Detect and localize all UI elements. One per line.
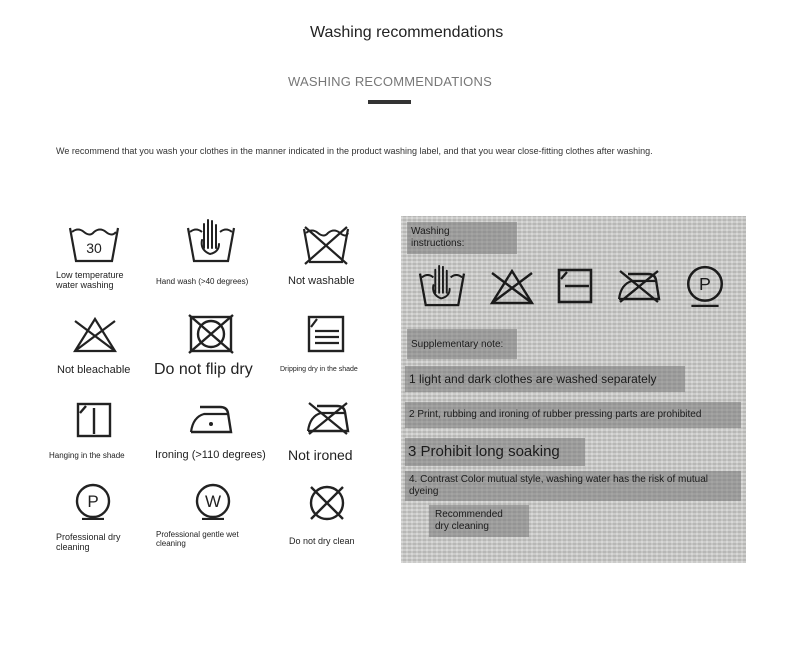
temperature-label: 30 xyxy=(86,240,102,256)
dry-clean-letter: P xyxy=(87,492,99,511)
symbol-label-do-not-dry-clean: Do not dry clean xyxy=(289,536,355,546)
professional-dry-clean-icon xyxy=(685,264,725,308)
drip-dry-shade-icon xyxy=(557,268,593,304)
instructions-label: Washing instructions: xyxy=(411,226,465,249)
do-not-bleach-icon xyxy=(489,268,535,306)
symbol-label-not-ironed: Not ironed xyxy=(288,447,353,463)
title-divider xyxy=(368,100,411,104)
symbol-label-ironing: Ironing (>110 degrees) xyxy=(155,449,266,461)
note-1: 1 light and dark clothes are washed separately xyxy=(409,372,657,386)
note-band-1 xyxy=(405,366,685,392)
symbol-label-hand-wash: Hand wash (>40 degrees) xyxy=(156,277,249,286)
page-subtitle: WASHING RECOMMENDATIONS xyxy=(288,74,492,89)
do-not-tumble-dry-icon xyxy=(187,313,235,355)
symbol-label-drip-dry-shade: Dripping dry in the shade xyxy=(280,366,358,373)
note-band-2 xyxy=(405,402,741,428)
symbol-label-hanging-shade: Hanging in the shade xyxy=(49,451,125,460)
professional-wet-clean-icon xyxy=(194,482,232,520)
note-3: 3 Prohibit long soaking xyxy=(408,443,560,460)
wet-clean-letter: W xyxy=(204,492,222,511)
instructions-band xyxy=(407,222,517,254)
intro-text: We recommend that you wash your clothes in the manner indicated in the product washing label, and that you wear close-fitting clothes after washing. xyxy=(56,146,653,156)
note-band-4 xyxy=(405,471,741,501)
hand-wash-icon xyxy=(417,264,467,308)
symbol-label-professional-wet: Professional gentle wet cleaning xyxy=(156,530,239,548)
wash-30-icon xyxy=(68,224,120,264)
do-not-dry-clean-icon xyxy=(305,483,349,523)
drip-dry-shade-icon xyxy=(307,315,345,353)
professional-dry-clean-icon xyxy=(74,482,112,520)
note-2: 2 Print, rubbing and ironing of rubber pressing parts are prohibited xyxy=(409,409,702,420)
supplementary-label: Supplementary note: xyxy=(411,339,504,350)
do-not-bleach-icon xyxy=(72,316,118,354)
note-4: 4. Contrast Color mutual style, washing water has the risk of mutual dyeing xyxy=(409,474,709,497)
symbol-label-low-temp: Low temperature water washing xyxy=(56,270,124,290)
recommended-label: Recommended dry cleaning xyxy=(435,509,503,532)
symbol-label-professional-dry: Professional dry cleaning xyxy=(56,532,121,552)
symbol-label-do-not-flip-dry: Do not flip dry xyxy=(154,361,253,378)
note-band-3 xyxy=(405,438,585,466)
iron-icon xyxy=(188,403,234,435)
do-not-iron-icon xyxy=(615,268,663,304)
do-not-iron-icon xyxy=(305,400,351,436)
line-dry-shade-icon xyxy=(76,402,112,438)
hand-wash-icon xyxy=(186,218,236,264)
do-not-wash-icon xyxy=(302,224,350,266)
washing-label-photo xyxy=(401,216,746,563)
symbol-label-not-washable: Not washable xyxy=(288,275,355,287)
supplementary-band xyxy=(407,329,517,359)
page-title: Washing recommendations xyxy=(310,24,504,41)
recommended-band xyxy=(429,505,529,537)
symbol-label-not-bleachable: Not bleachable xyxy=(57,364,131,376)
panel-dry-clean-letter: P xyxy=(699,274,711,295)
